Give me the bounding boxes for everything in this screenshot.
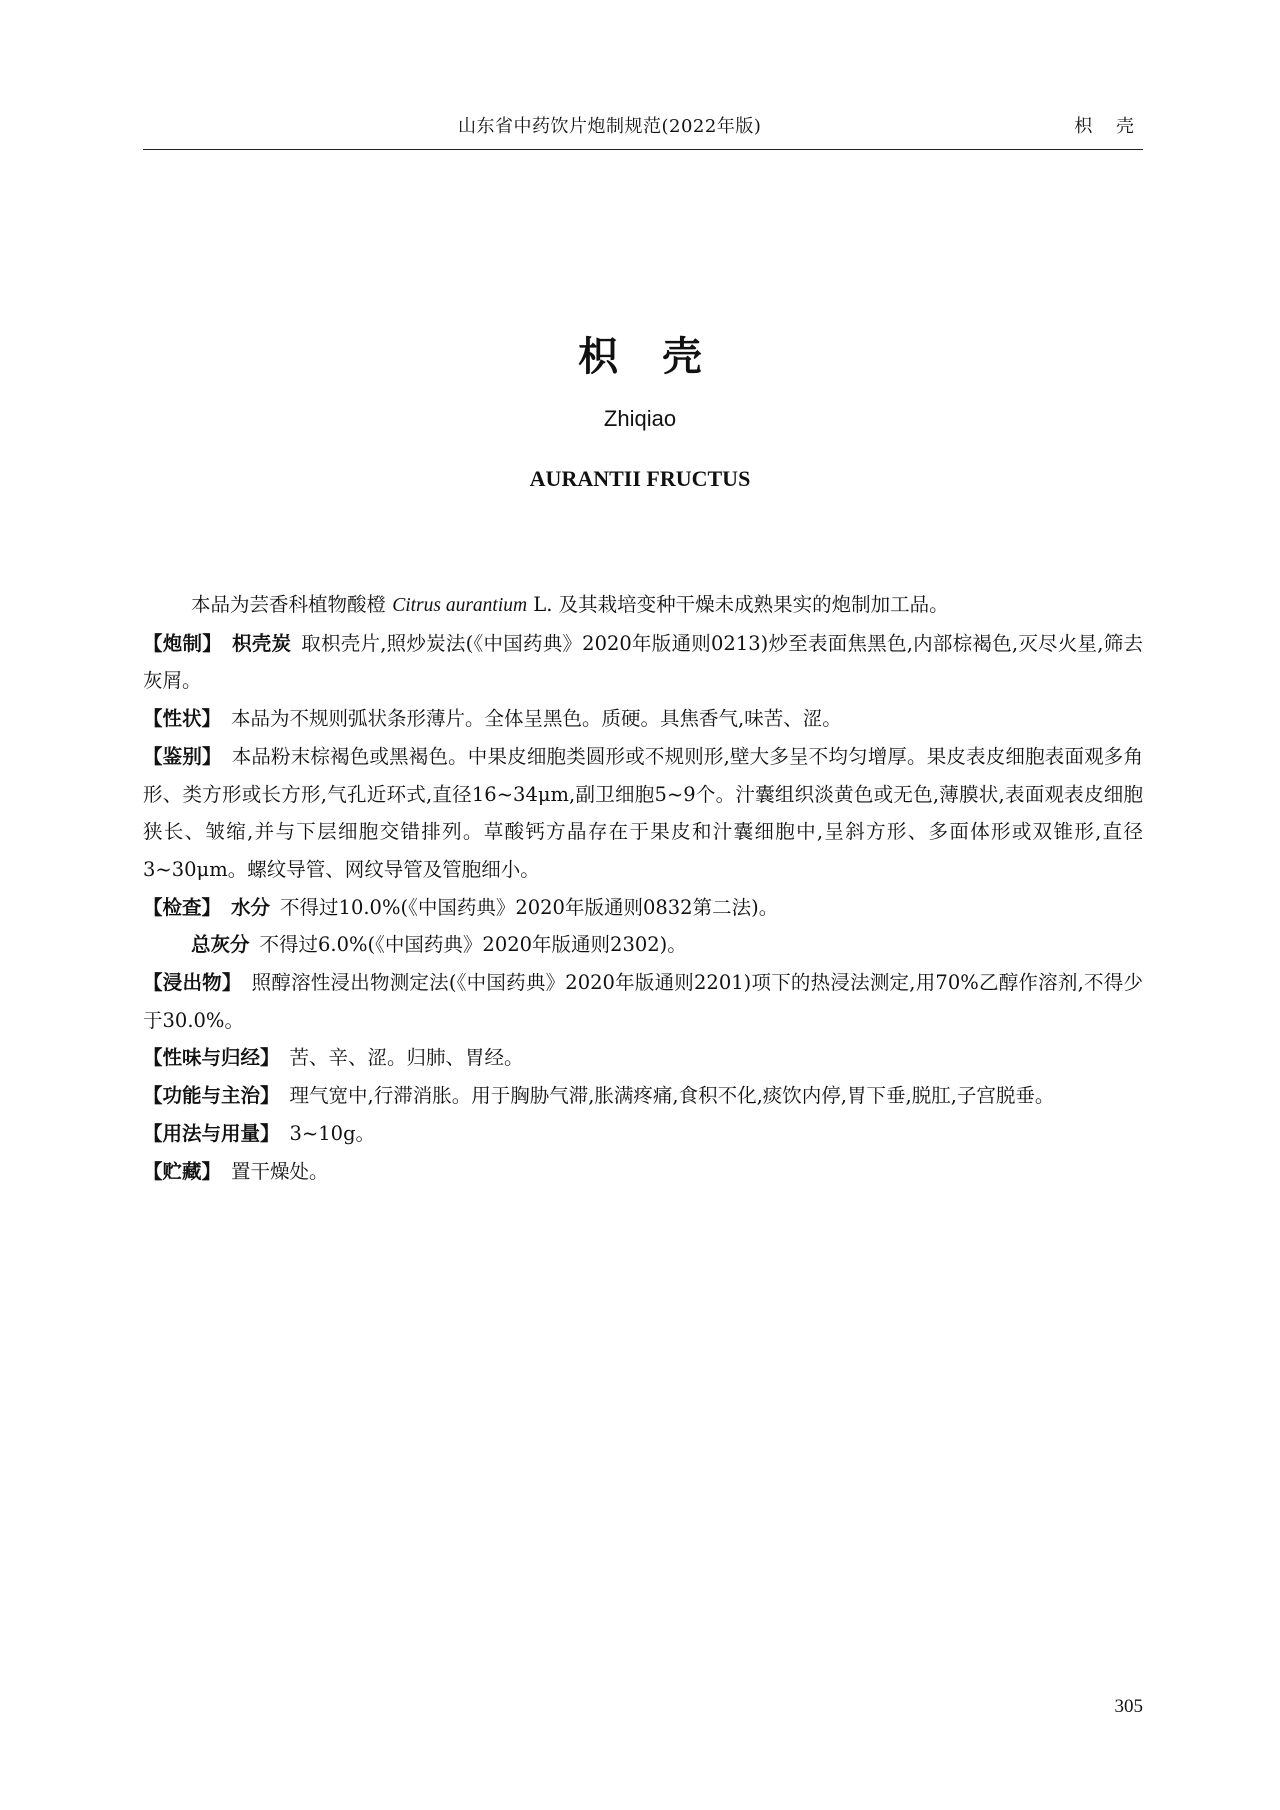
monograph-body: [143, 586, 1143, 1190]
section-text-description: 本品为不规则弧状条形薄片。全体呈黑色。质硬。具焦香气,味苦、涩。: [231, 707, 842, 731]
section-text-extract: 照醇溶性浸出物测定法(《中国药典》2020年版通则2201)项下的热浸法测定,用70%乙醇作溶剂,不得少于30.0%。: [143, 971, 1143, 1032]
section-label-dosage: 【用法与用量】: [143, 1121, 280, 1145]
running-section-name: 枳 壳: [1074, 116, 1143, 137]
monograph-pinyin: Zhiqiao: [603, 406, 677, 431]
sub-label-moisture: 水分: [231, 895, 271, 919]
monograph-title: 枳壳: [578, 334, 746, 380]
species-latin-name: Citrus aurantium: [392, 595, 528, 616]
section-text-identification: 本品粉末棕褐色或黑褐色。中果皮细胞类圆形或不规则形,壁大多呈不均匀增厚。果皮表皮细胞表面观多角形、类方形或长方形,气孔近环式,直径16~34μm,副卫细胞5~9个。汁囊组织淡黄色或无色,薄膜状,表面观表皮细胞狭长、皱缩,并与下层细胞交错排列。草酸钙方晶存在于果皮和汁囊细胞中,呈斜方形、多面体形或双锥形,直径3~30μm。螺纹导管、网纹导管及管胞细小。: [143, 744, 1143, 881]
section-identification: [143, 738, 1143, 889]
section-label-extract: 【浸出物】: [143, 971, 242, 995]
section-text-storage: 置干燥处。: [231, 1159, 329, 1183]
header-rule: [143, 149, 1143, 150]
section-text-dosage: 3~10g。: [289, 1121, 376, 1145]
section-description: [143, 700, 1143, 738]
section-label-nature: 【性味与归经】: [143, 1046, 280, 1070]
section-total-ash: [143, 926, 1143, 964]
intro-paragraph: [143, 586, 1143, 625]
section-text-nature: 苦、辛、涩。归肺、胃经。: [289, 1046, 524, 1070]
section-storage: [143, 1153, 1143, 1191]
section-label-identification: 【鉴别】: [143, 744, 222, 768]
section-label-processing: 【炮制】: [143, 631, 222, 655]
section-nature: [143, 1039, 1143, 1077]
section-dosage: [143, 1115, 1143, 1153]
section-label-function: 【功能与主治】: [143, 1084, 280, 1108]
section-label-inspection: 【检查】: [143, 895, 222, 919]
section-label-storage: 【贮藏】: [143, 1159, 222, 1183]
section-processing: [143, 625, 1143, 700]
section-text-total-ash: 不得过6.0%(《中国药典》2020年版通则2302)。: [259, 933, 687, 957]
intro-text-after: L. 及其栽培变种干燥未成熟果实的炮制加工品。: [527, 593, 949, 616]
section-text-function: 理气宽中,行滞消胀。用于胸胁气滞,胀满疼痛,食积不化,痰饮内停,胃下垂,脱肛,子宫脱垂。: [289, 1084, 1055, 1108]
sub-label-total-ash: 总灰分: [191, 933, 250, 957]
section-extract: [143, 964, 1143, 1039]
monograph-latin-name: AURANTII FRUCTUS: [529, 466, 751, 491]
sub-label-charred: 枳壳炭: [231, 631, 292, 655]
page-number: 305: [1114, 1696, 1143, 1717]
section-text-processing: 取枳壳片,照炒炭法(《中国药典》2020年版通则0213)炒至表面焦黑色,内部棕褐色,灭尽火星,筛去灰屑。: [143, 631, 1143, 693]
section-text-moisture: 不得过10.0%(《中国药典》2020年版通则0832第二法)。: [280, 895, 779, 919]
running-header: [143, 112, 1143, 142]
section-function: [143, 1077, 1143, 1115]
intro-text-before: 本品为芸香科植物酸橙: [191, 593, 393, 616]
book-title: 山东省中药饮片炮制规范(2022年版): [458, 116, 762, 137]
section-label-description: 【性状】: [143, 707, 222, 731]
section-inspection: [143, 889, 1143, 927]
